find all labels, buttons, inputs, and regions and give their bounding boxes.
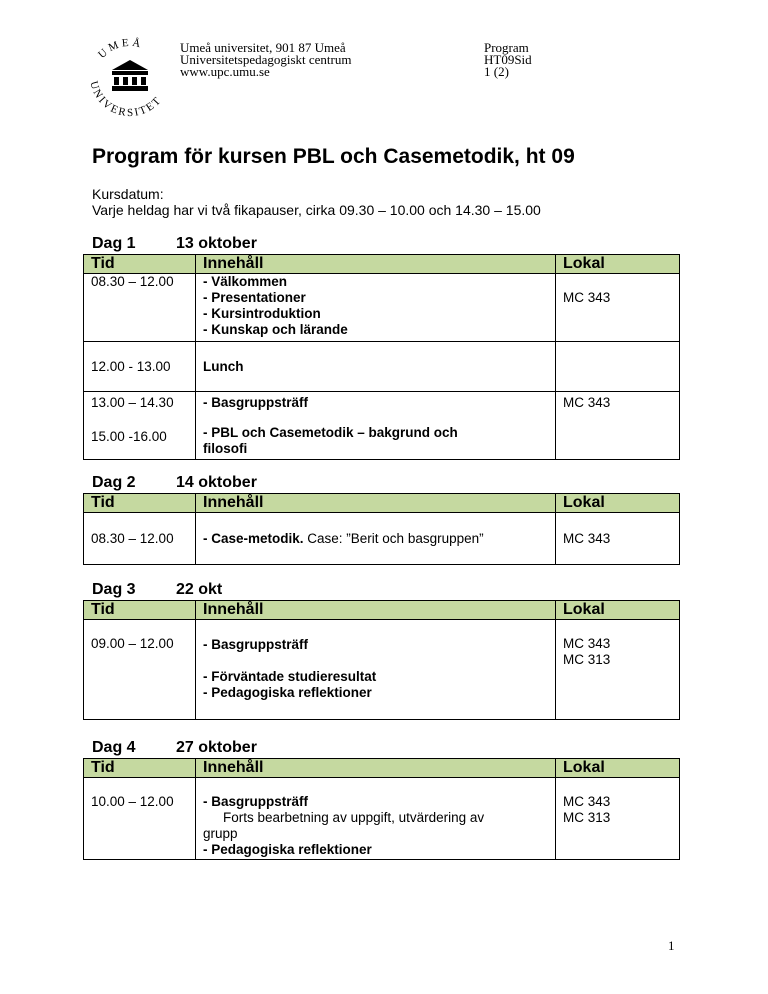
svg-text:UNIVERSITET — [87, 80, 164, 119]
header-room: Lokal — [556, 601, 680, 620]
schedule-table — [83, 493, 680, 565]
building-emblem-icon — [112, 60, 148, 91]
content-cell — [196, 342, 556, 392]
doc-info-line: HT09Sid — [484, 52, 532, 67]
header-content: Innehåll — [196, 601, 556, 620]
room-value: MC 343 — [563, 636, 611, 651]
content-cell — [196, 274, 556, 342]
room-cell: MC 343 — [556, 513, 680, 565]
schedule-table — [83, 254, 680, 460]
room-value: MC 343 — [563, 395, 611, 410]
day-date: 22 okt — [176, 581, 223, 598]
doc-info-line: Program — [484, 40, 529, 55]
time-cell — [84, 620, 196, 720]
room-value: MC 313 — [563, 652, 611, 667]
day-label: Dag 3 — [92, 581, 136, 598]
content-cell — [196, 392, 556, 460]
table-row — [84, 392, 680, 460]
content-item: - Pedagogiska reflektioner — [203, 685, 372, 700]
time-value: 15.00 -16.00 — [91, 429, 167, 444]
content-text: Forts bearbetning av uppgift, utvärdering av — [223, 810, 485, 825]
header-time: Tid — [84, 759, 196, 778]
content-item: Lunch — [203, 358, 244, 374]
day-date: 27 oktober — [176, 739, 257, 756]
room-cell — [556, 778, 680, 860]
address-line: www.upc.umu.se — [180, 64, 270, 79]
content-item: - Förväntade studieresultat — [203, 669, 377, 684]
document-info-block — [484, 42, 532, 78]
content-item: - Pedagogiska reflektioner — [203, 842, 372, 857]
header-room: Lokal — [556, 494, 680, 513]
address-block — [180, 42, 352, 78]
header-content: Innehåll — [196, 494, 556, 513]
table-row — [84, 620, 680, 720]
address-line: Universitetspedagogiskt centrum — [180, 52, 352, 67]
day-label: Dag 4 — [92, 739, 136, 756]
day-date: 13 oktober — [176, 235, 257, 252]
day-heading — [92, 474, 257, 492]
header-content: Innehåll — [196, 255, 556, 274]
room-cell — [556, 274, 680, 342]
time-cell — [84, 392, 196, 460]
content-text: Case: ”Berit och basgruppen” — [303, 530, 484, 546]
content-item: - Välkommen — [203, 274, 288, 289]
room-cell — [556, 392, 680, 460]
content-item: - Presentationer — [203, 290, 306, 305]
page-number: 1 — [668, 938, 675, 953]
room-value: MC 313 — [563, 810, 611, 825]
time-cell: 08.30 – 12.00 — [84, 513, 196, 565]
day-date: 14 oktober — [176, 474, 257, 491]
address-line: Umeå universitet, 901 87 Umeå — [180, 40, 346, 55]
content-item: - Kursintroduktion — [203, 306, 321, 321]
logo-text-top: UMEÅ — [95, 36, 145, 61]
room-cell — [556, 342, 680, 392]
time-value: 09.00 – 12.00 — [91, 636, 174, 651]
time-value: 10.00 – 12.00 — [91, 794, 174, 809]
time-cell — [84, 778, 196, 860]
table-row — [84, 778, 680, 860]
room-cell — [556, 620, 680, 720]
content-cell — [196, 778, 556, 860]
header-content: Innehåll — [196, 759, 556, 778]
content-cell — [196, 513, 556, 565]
table-row — [84, 513, 680, 565]
content-item: - Basgruppsträff — [203, 395, 309, 410]
page-title: Program för kursen PBL och Casemetodik, ht 09 — [92, 145, 575, 168]
umea-university-logo — [80, 36, 180, 128]
table-row — [84, 274, 680, 342]
content-item: - Case-metodik. — [203, 530, 304, 546]
day-heading — [92, 235, 257, 253]
intro-line: Kursdatum: — [92, 186, 164, 202]
time-cell: 08.30 – 12.00 — [84, 274, 196, 342]
content-item: - PBL och Casemetodik – bakgrund och — [203, 425, 458, 440]
time-value: 13.00 – 14.30 — [91, 395, 174, 410]
header-time: Tid — [84, 601, 196, 620]
day-heading — [92, 739, 257, 757]
time-cell: 12.00 - 13.00 — [84, 342, 196, 392]
logo-text-bottom: UNIVERSITET — [87, 79, 165, 120]
schedule-table — [83, 758, 680, 860]
content-item: - Kunskap och lärande — [203, 322, 348, 337]
content-text: grupp — [203, 826, 238, 841]
svg-text:UMEÅ — [96, 37, 144, 61]
doc-info-line: 1 (2) — [484, 64, 509, 79]
day-heading — [92, 581, 223, 599]
schedule-table — [83, 600, 680, 720]
content-item: filosofi — [203, 441, 248, 456]
intro-text — [92, 186, 541, 218]
header-room: Lokal — [556, 255, 680, 274]
header-room: Lokal — [556, 759, 680, 778]
room-value: MC 343 — [563, 290, 611, 305]
intro-line: Varje heldag har vi två fikapauser, cirka 09.30 – 10.00 och 14.30 – 15.00 — [92, 202, 541, 218]
day-label: Dag 1 — [92, 235, 136, 252]
table-row — [84, 342, 680, 392]
header-time: Tid — [84, 494, 196, 513]
day-label: Dag 2 — [92, 474, 136, 491]
header-time: Tid — [84, 255, 196, 274]
content-item: - Basgruppsträff — [203, 794, 309, 809]
content-item: - Basgruppsträff — [203, 637, 309, 652]
content-cell — [196, 620, 556, 720]
room-value: MC 343 — [563, 794, 611, 809]
